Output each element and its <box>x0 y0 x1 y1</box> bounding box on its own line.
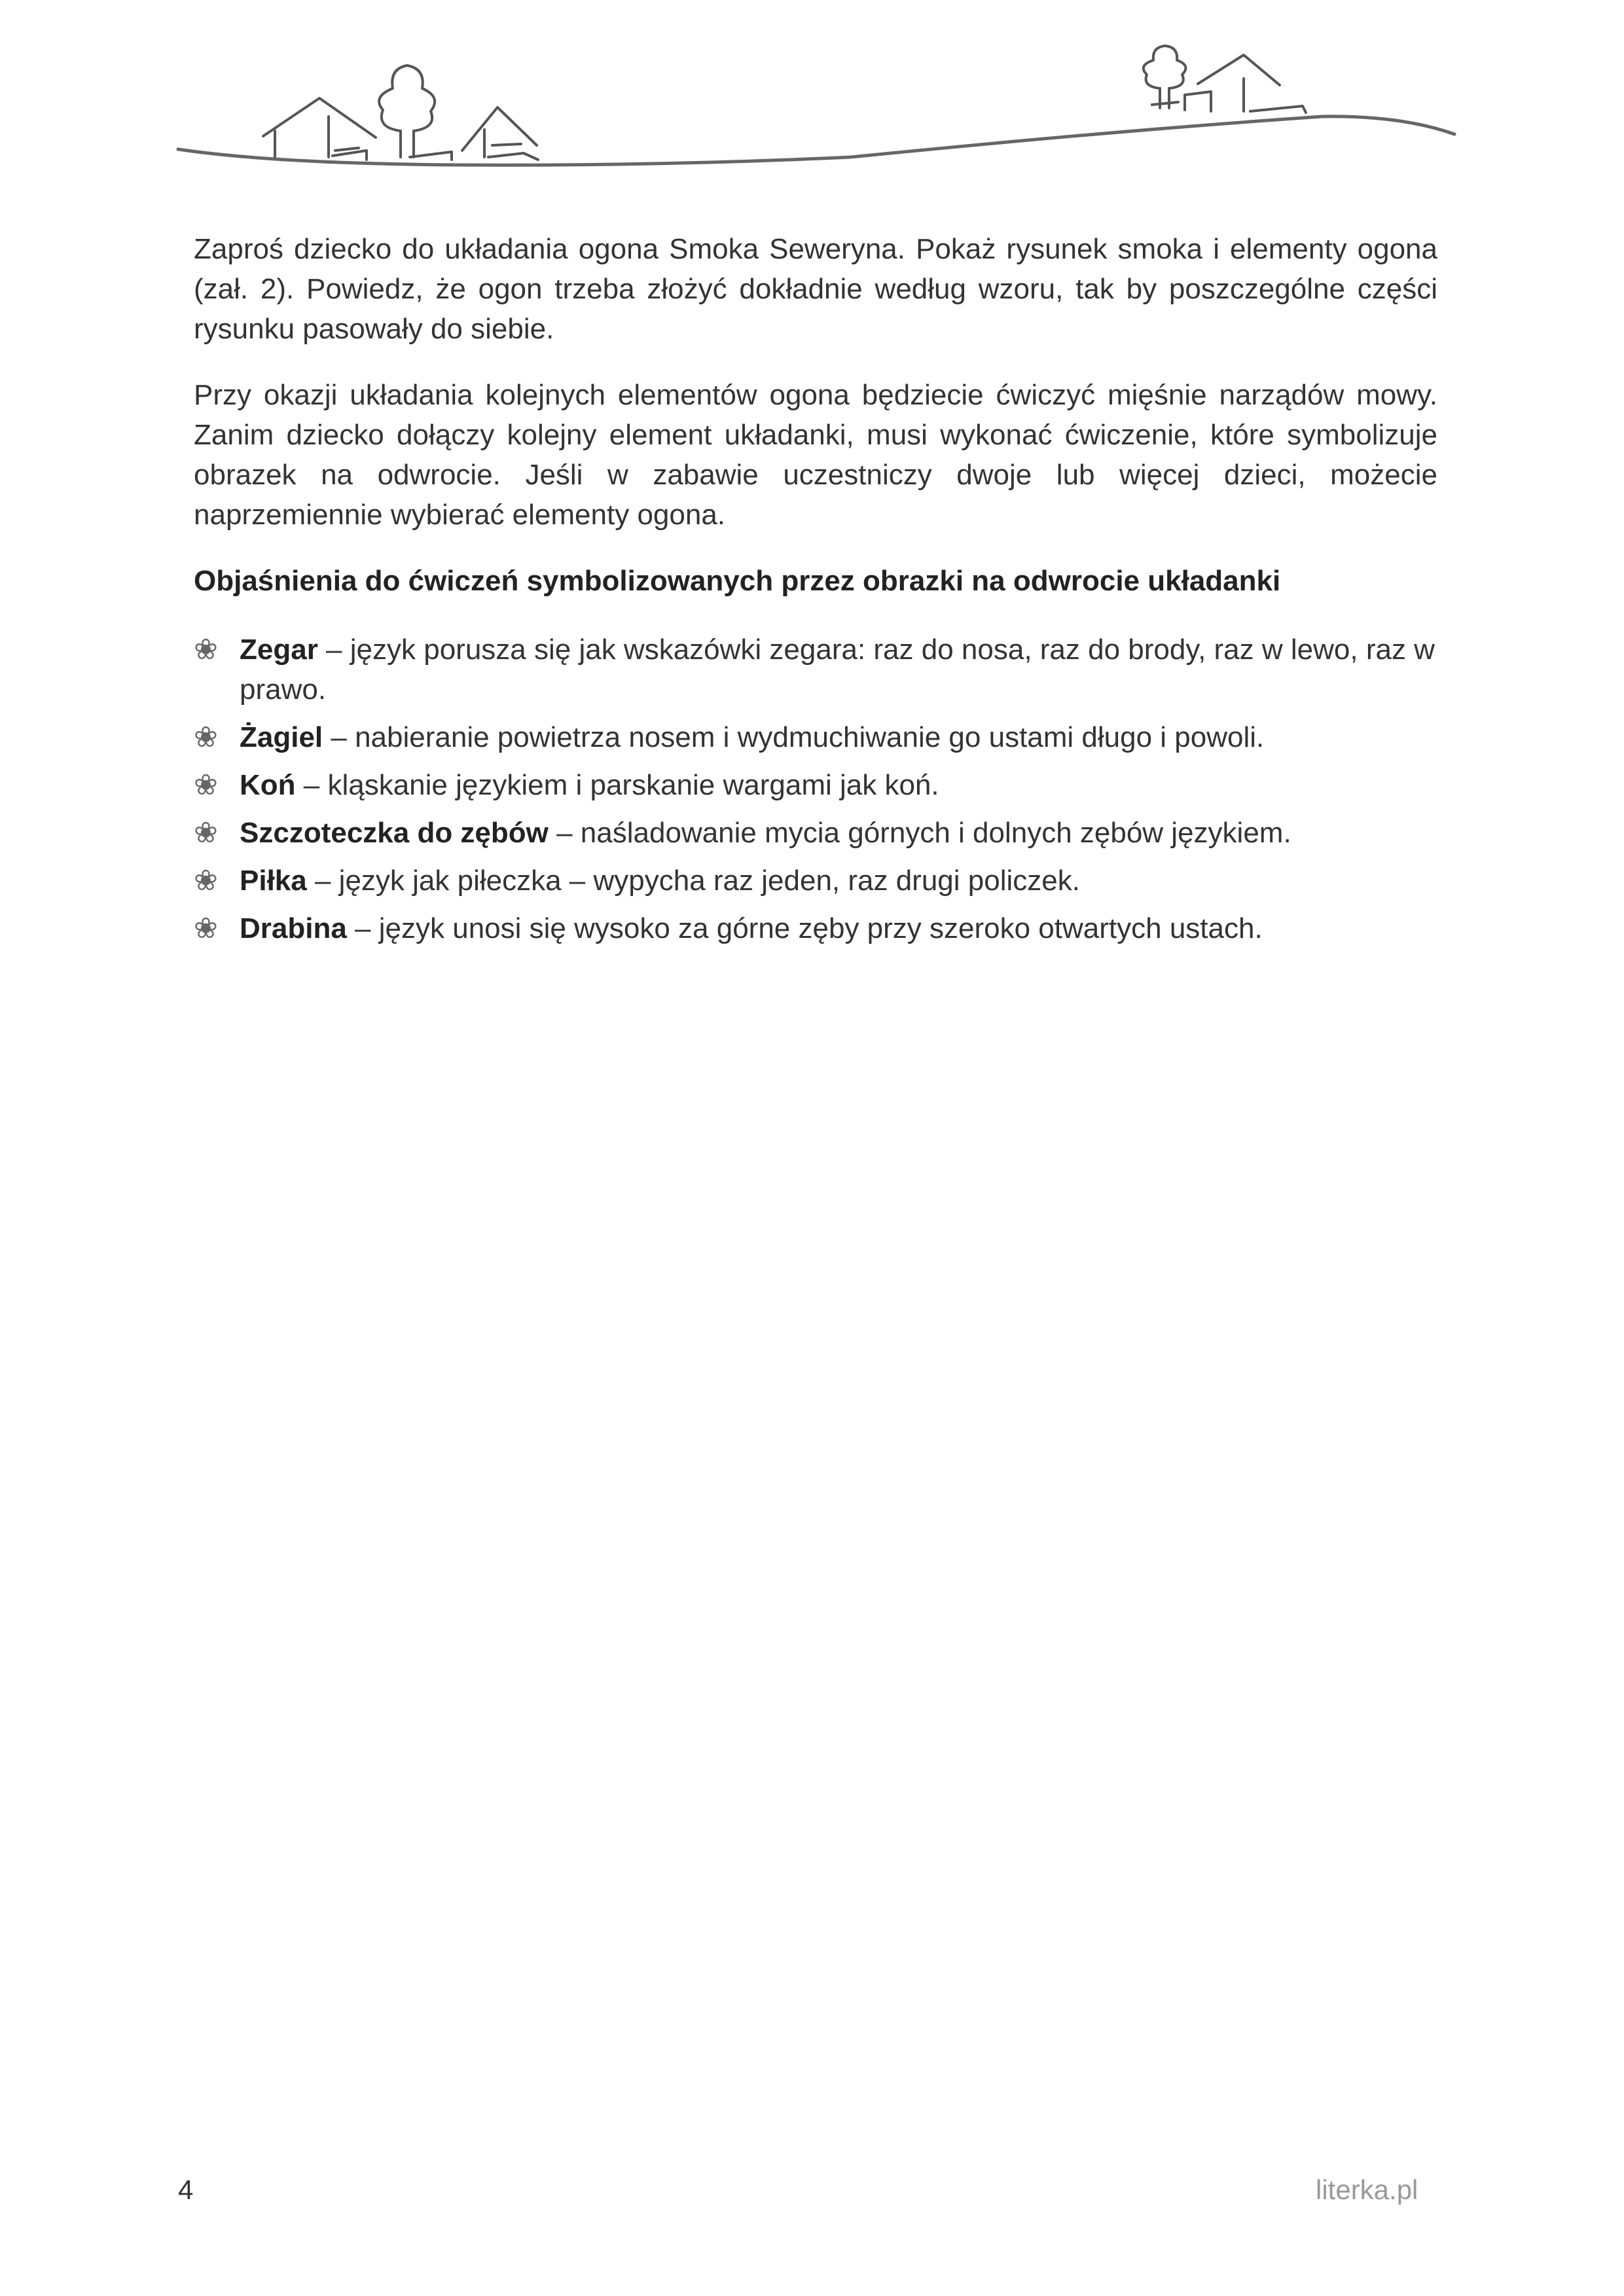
exercise-description: – kląskanie językiem i parskanie wargami jak koń. <box>295 769 939 801</box>
exercise-list <box>194 630 1437 948</box>
header-landscape-icon <box>0 0 1624 183</box>
list-item-zagiel <box>194 717 1437 757</box>
exercise-term: Drabina <box>240 912 347 944</box>
exercise-description: – język porusza się jak wskazówki zegara: raz do nosa, raz do brody, raz w lewo, raz w prawo. <box>240 634 1435 706</box>
list-item-zegar <box>194 630 1437 709</box>
exercise-term: Koń <box>240 769 296 801</box>
main-content <box>194 229 1437 956</box>
flower-bullet-icon: ❀ <box>194 865 218 897</box>
list-item-pilka <box>194 861 1437 901</box>
list-item-drabina <box>194 908 1437 948</box>
exercise-description: – język unosi się wysoko za górne zęby przy szeroko otwartych ustach. <box>346 912 1263 944</box>
exercise-paragraph: Przy okazji układania kolejnych elementów ogona będziecie ćwiczyć mięśnie narządów mowy. Zanim dziecko dołączy kolejny element układanki, musi wykonać ćwiczenie, które symbolizuje obrazek na odwrocie. Jeśli w zabawie uczestniczy dwoje lub więcej dzieci, możecie naprzemiennie wybierać elementy ogona. <box>194 379 1437 531</box>
exercise-term: Szczoteczka do zębów <box>240 817 549 849</box>
page-number: 4 <box>178 2174 194 2205</box>
flower-bullet-icon: ❀ <box>194 912 218 944</box>
footer-site-link[interactable]: literka.pl <box>1316 2174 1418 2205</box>
intro-paragraph: Zaproś dziecko do układania ogona Smoka Seweryna. Pokaż rysunek smoka i elementy ogona (zał. 2). Powiedz, że ogon trzeba złożyć dokładnie według wzoru, tak by poszczególne części rysunku pasowały do siebie. <box>194 233 1437 345</box>
exercise-term: Piłka <box>240 865 307 897</box>
list-item-szczoteczka <box>194 813 1437 853</box>
exercise-term: Żagiel <box>240 721 323 753</box>
exercise-description: – nabieranie powietrza nosem i wydmuchiwanie go ustami długo i powoli. <box>323 721 1265 753</box>
flower-bullet-icon: ❀ <box>194 769 218 801</box>
exercise-description: – język jak piłeczka – wypycha raz jeden, raz drugi policzek. <box>306 865 1080 897</box>
exercise-term: Zegar <box>240 634 318 666</box>
flower-bullet-icon: ❀ <box>194 634 218 666</box>
section-heading: Objaśnienia do ćwiczeń symbolizowanych przez obrazki na odwrocie układanki <box>194 565 1281 597</box>
flower-bullet-icon: ❀ <box>194 817 218 849</box>
list-item-kon <box>194 765 1437 805</box>
flower-bullet-icon: ❀ <box>194 721 218 753</box>
exercise-description: – naśladowanie mycia górnych i dolnych zębów językiem. <box>548 817 1291 849</box>
